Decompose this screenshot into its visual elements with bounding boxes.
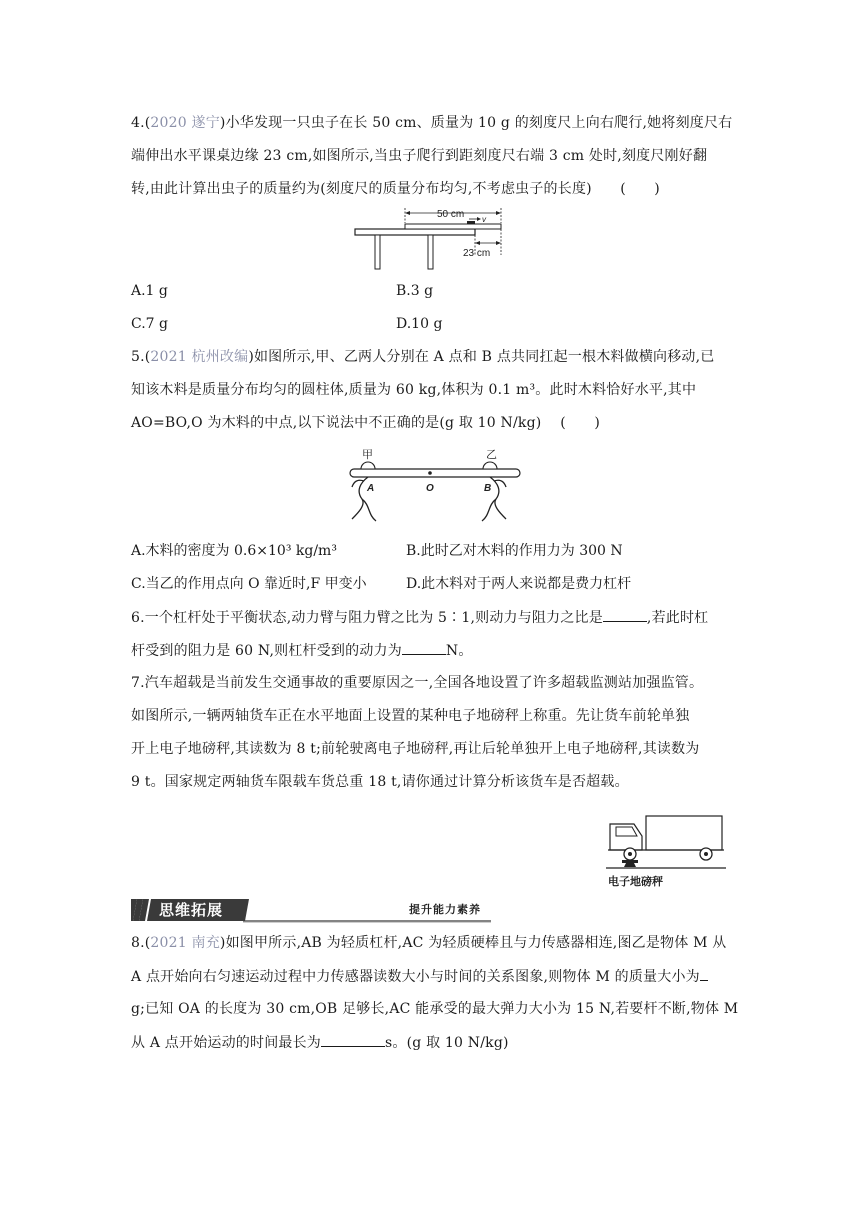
q6-text-2b: N。 bbox=[445, 643, 473, 659]
person-jia-head bbox=[361, 462, 375, 469]
q8-text-4b: s。(g 取 10 N/kg) bbox=[385, 1035, 509, 1051]
q5-label-A: A bbox=[367, 483, 375, 494]
q7-line-3: 开上电子地磅秤,其读数为 8 t;前轮驶离电子地磅秤,再让后轮单独开上电子地磅秤,其读数为 bbox=[131, 741, 700, 757]
q5-option-c[interactable]: C.当乙的作用点向 O 靠近时,F 甲变小 bbox=[131, 576, 367, 592]
q5-source: 2021 杭州改编 bbox=[150, 349, 249, 365]
q5-label-jia: 甲 bbox=[362, 449, 373, 461]
q8-line-1 bbox=[131, 933, 731, 953]
q4-option-a[interactable]: A.1 g bbox=[131, 283, 168, 299]
q4-ruler-desk-figure bbox=[353, 205, 513, 271]
q7-line-4: 9 t。国家规定两轴货车限载车货总重 18 t,请你通过计算分析该货车是否超载。 bbox=[131, 774, 629, 790]
q6-blank-force[interactable] bbox=[402, 640, 446, 655]
q4-text-1: )小华发现一只虫子在长 50 cm、质量为 10 g 的刻度尺上向右爬行,她将刻度尺右 bbox=[219, 115, 733, 131]
q4-label-50cm: 50 cm bbox=[437, 209, 465, 220]
bug bbox=[467, 221, 475, 224]
q4-line-2: 端伸出水平课桌边缘 23 cm,如图所示,当虫子爬行到距刻度尺右端 3 cm 处时,刻度尺刚好翻 bbox=[131, 148, 708, 164]
desk-top bbox=[355, 229, 475, 235]
desk-leg-2 bbox=[428, 235, 433, 269]
truck-cargo bbox=[646, 816, 722, 850]
q7-truck-scale-figure bbox=[604, 810, 728, 890]
q5-log-carry-figure bbox=[340, 443, 530, 531]
q7-figure-caption: 电子地磅秤 bbox=[608, 876, 663, 888]
q6-text-1a: 6.一个杠杆处于平衡状态,动力臂与阻力臂之比为 5∶1,则动力与阻力之比是 bbox=[131, 610, 603, 626]
q5-line-1 bbox=[131, 347, 731, 367]
q4-option-d[interactable]: D.10 g bbox=[396, 316, 443, 332]
q4-line-1 bbox=[131, 113, 731, 133]
q8-text-4a: 从 A 点开始运动的时间最长为 bbox=[131, 1035, 322, 1051]
q4-number: 4.( bbox=[131, 115, 151, 131]
q8-text-1: )如图甲所示,AB 为轻质杠杆,AC 为轻质硬棒且与力传感器相连,图乙是物体 M 从 bbox=[219, 935, 727, 951]
q4-option-c[interactable]: C.7 g bbox=[131, 316, 168, 332]
log bbox=[350, 469, 520, 477]
q5-option-d[interactable]: D.此木料对于两人来说都是费力杠杆 bbox=[406, 576, 632, 592]
q8-line-2 bbox=[131, 966, 731, 987]
q8-source: 2021 南充 bbox=[150, 935, 220, 951]
q8-number: 8.( bbox=[131, 935, 151, 951]
q6-text-2a: 杆受到的阻力是 60 N,则杠杆受到的动力为 bbox=[131, 643, 402, 659]
q6-line-2 bbox=[131, 640, 731, 661]
q5-line-2: 知该木料是质量分布均匀的圆柱体,质量为 60 kg,体积为 0.1 m³。此时木料恰好水平,其中 bbox=[131, 382, 697, 398]
scale-platform bbox=[622, 860, 638, 863]
q5-line-3: AO=BO,O 为木料的中点,以下说法中不正确的是(g 取 10 N/kg) ( ) bbox=[131, 415, 600, 431]
q6-line-1 bbox=[131, 607, 731, 628]
q4-option-b[interactable]: B.3 g bbox=[396, 283, 434, 299]
q4-line-3: 转,由此计算出虫子的质量约为(刻度尺的质量分布均匀,不考虑虫子的长度) ( ) bbox=[131, 181, 660, 197]
q8-line-3: g;已知 OA 的长度为 30 cm,OB 足够长,AC 能承受的最大弹力大小为 15 N,若要杆不断,物体 M bbox=[131, 1001, 739, 1017]
q5-label-yi: 乙 bbox=[486, 449, 497, 461]
midpoint-dot bbox=[428, 471, 432, 475]
q7-line-2: 如图所示,一辆两轴货车正在水平地面上设置的某种电子地磅秤上称重。先让货车前轮单独 bbox=[131, 708, 690, 724]
q5-label-B: B bbox=[484, 483, 492, 494]
q8-text-2: A 点开始向右匀速运动过程中力传感器读数大小与时间的关系图象,则物体 M 的质量大小为 bbox=[131, 969, 700, 985]
desk-leg-1 bbox=[375, 235, 380, 269]
section-title: 思维拓展 bbox=[159, 901, 224, 919]
q4-label-23cm: 23 cm bbox=[463, 248, 491, 259]
q8-line-4 bbox=[131, 1032, 731, 1053]
q5-number: 5.( bbox=[131, 349, 151, 365]
q5-text-1: )如图所示,甲、乙两人分别在 A 点和 B 点共同扛起一根木料做横向移动,已 bbox=[248, 349, 715, 365]
q5-option-b[interactable]: B.此时乙对木料的作用力为 300 N bbox=[406, 543, 623, 559]
section-banner bbox=[131, 897, 731, 923]
q6-blank-ratio[interactable] bbox=[603, 607, 647, 622]
q8-blank-mass[interactable] bbox=[700, 966, 708, 981]
person-yi-head bbox=[483, 462, 497, 469]
q8-blank-time[interactable] bbox=[321, 1032, 385, 1047]
q7-line-1: 7.汽车超载是当前发生交通事故的重要原因之一,全国各地设置了许多超载监测站加强监管。 bbox=[131, 675, 704, 691]
q5-option-a[interactable]: A.木料的密度为 0.6×10³ kg/m³ bbox=[131, 543, 337, 559]
q4-source: 2020 遂宁 bbox=[150, 115, 220, 131]
q6-text-1b: ,若此时杠 bbox=[646, 610, 709, 626]
q5-label-O: O bbox=[426, 483, 434, 494]
section-subtitle: 提升能力素养 bbox=[409, 903, 481, 916]
q4-label-v: v bbox=[482, 215, 486, 224]
ruler bbox=[405, 224, 501, 229]
